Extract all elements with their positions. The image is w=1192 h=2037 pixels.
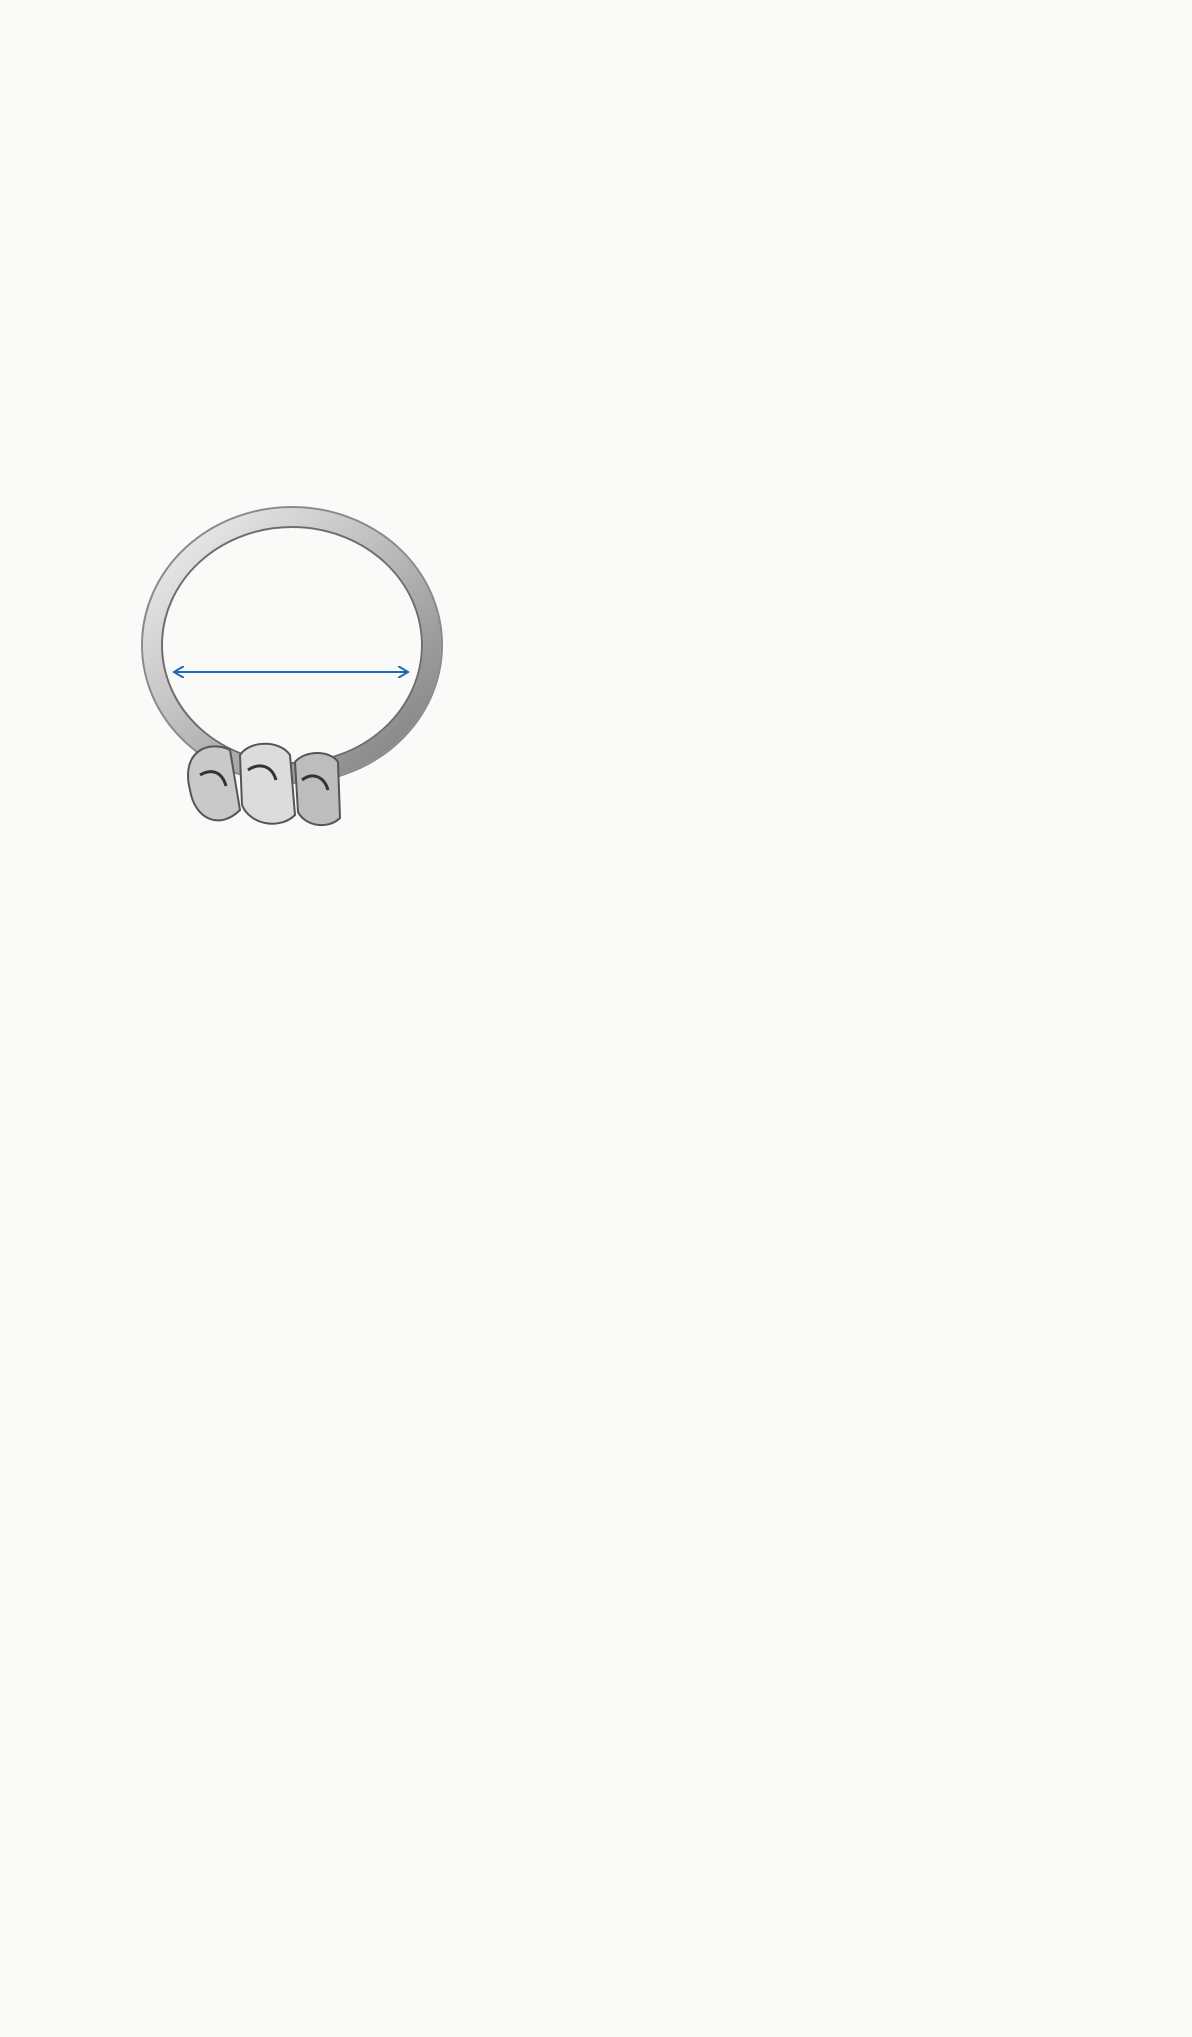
ring-measurement-figure xyxy=(130,500,1030,860)
ring-icon xyxy=(142,507,442,825)
instruction-step-1 xyxy=(101,98,1089,146)
instruction-step-2 xyxy=(101,194,1089,242)
ring-on-ruler-illustration xyxy=(130,500,1030,860)
